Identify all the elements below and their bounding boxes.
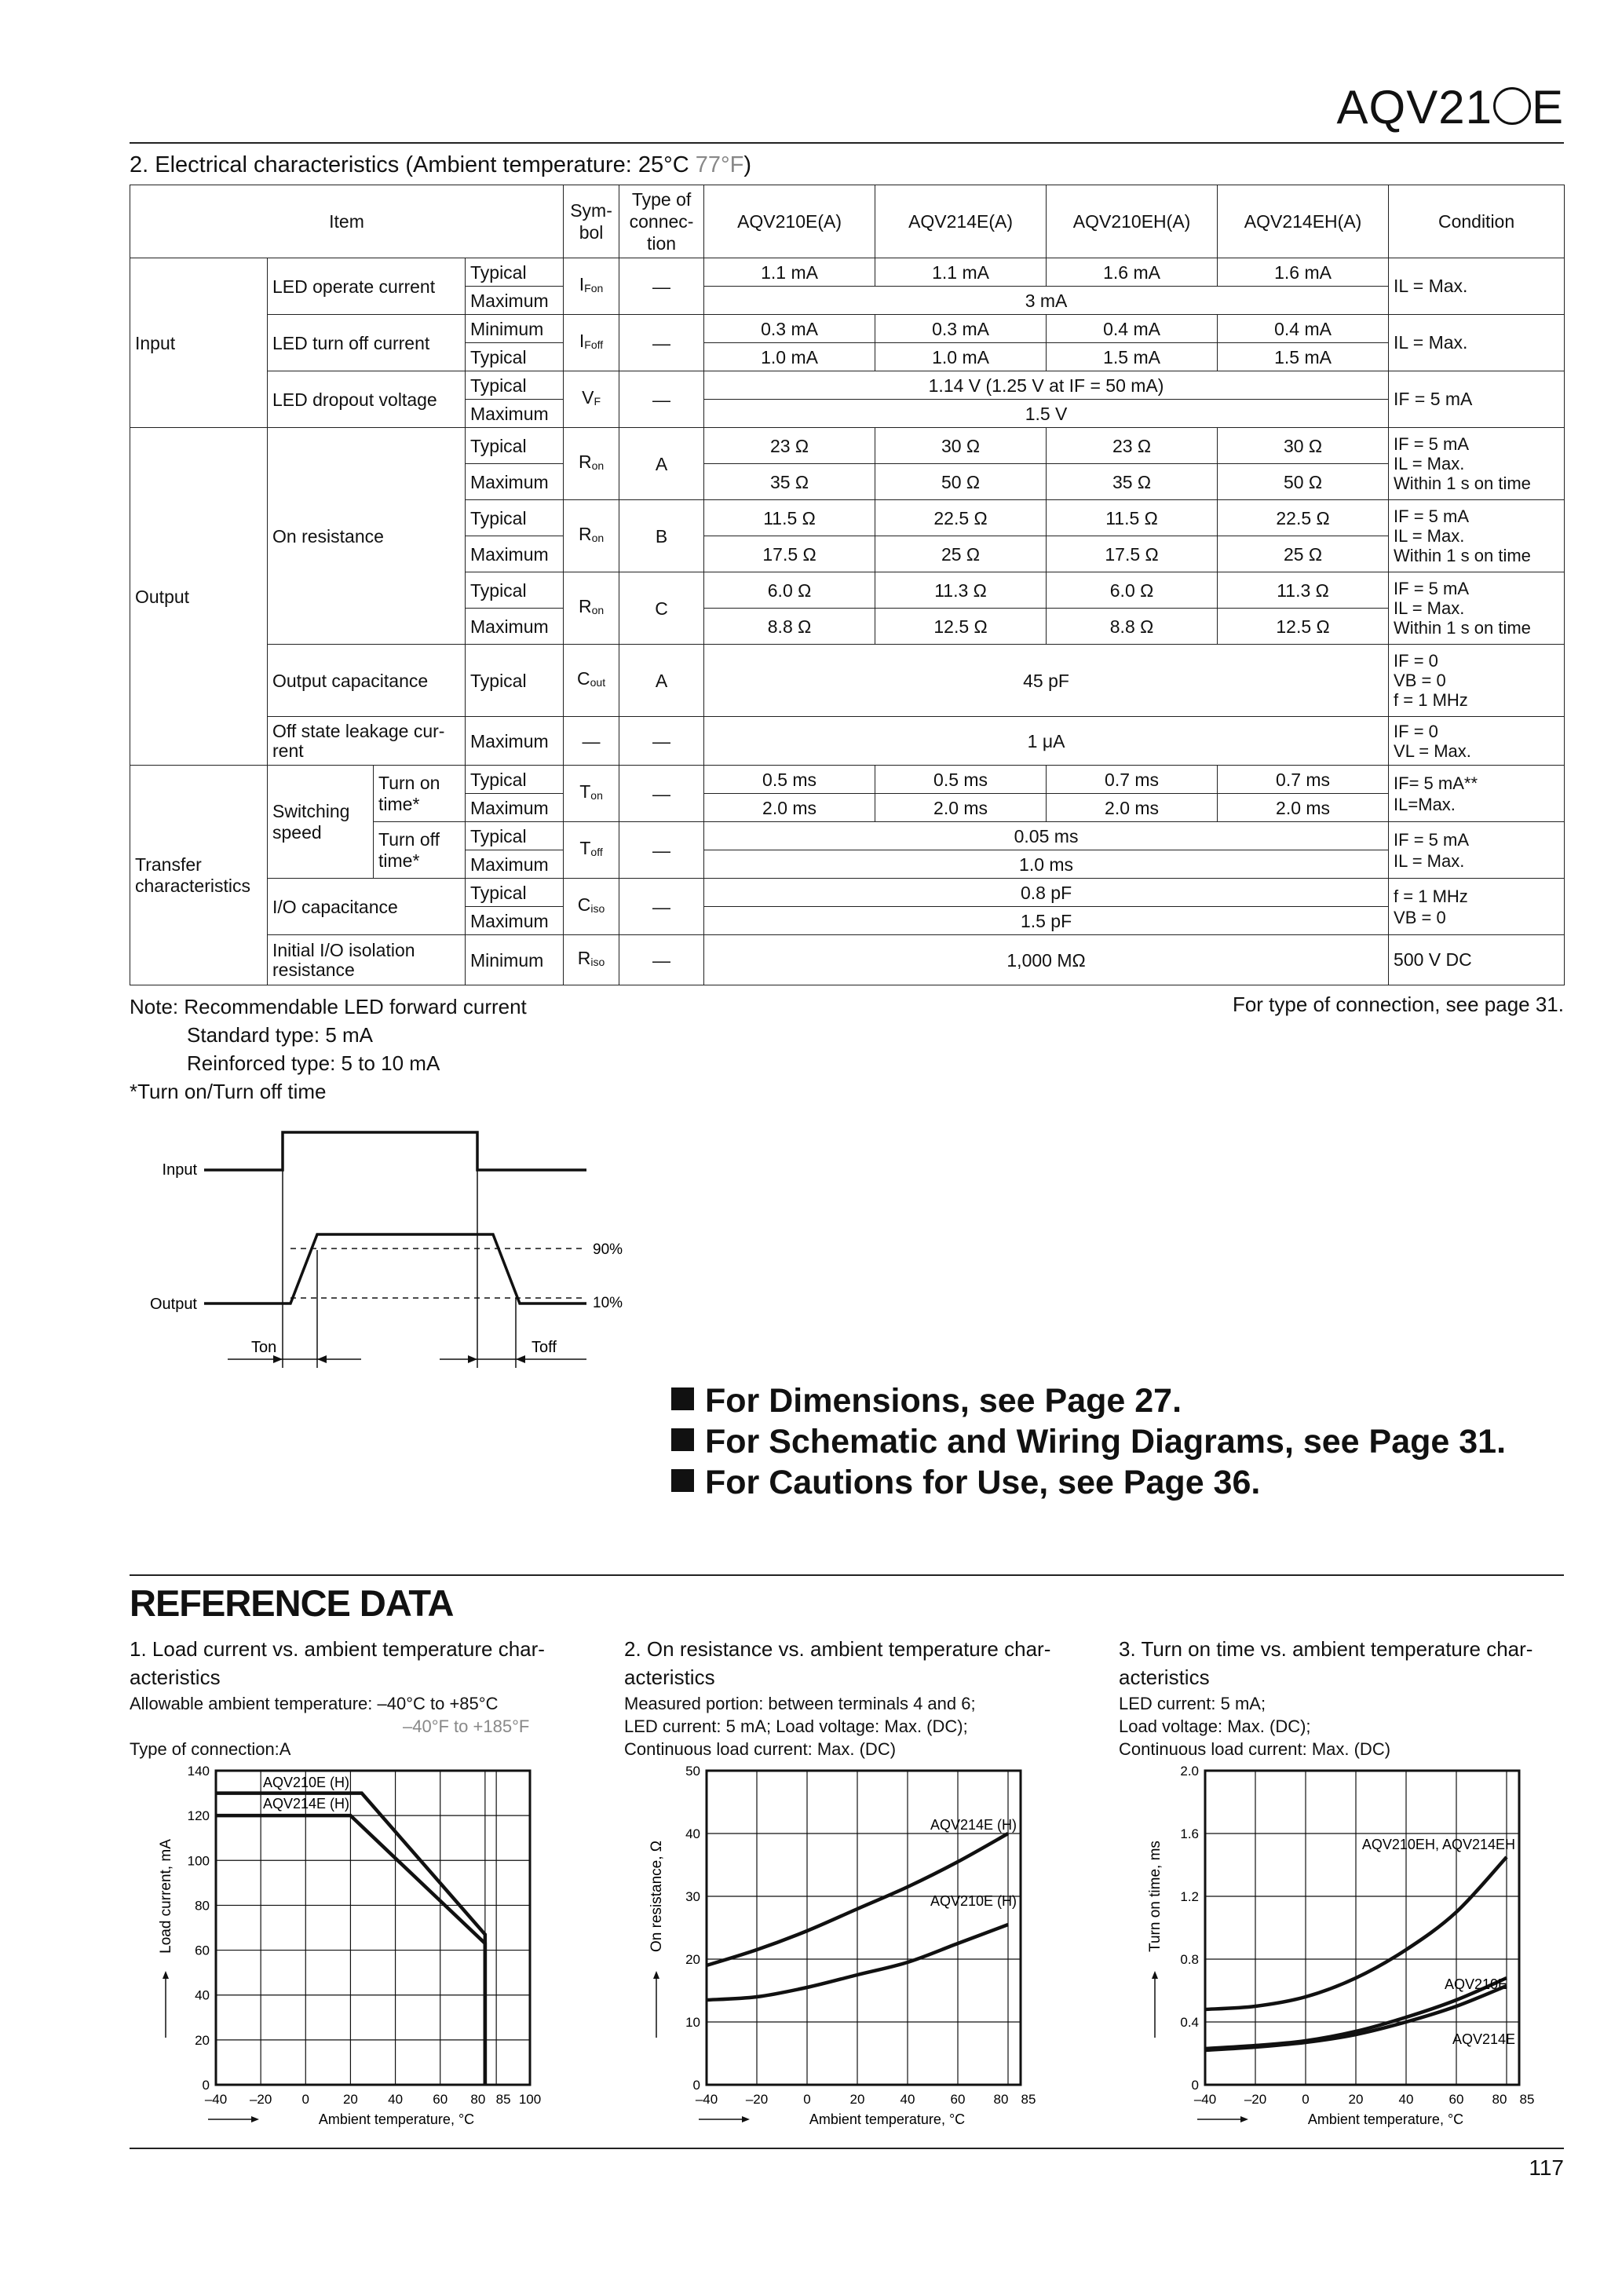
table-row: Off state leakage cur- rent Maximum — — 1 μA IF = 0 VL = Max. (130, 717, 1565, 766)
x-tick-label: –20 (1244, 2092, 1267, 2107)
square-bullet-icon (671, 1387, 694, 1410)
x-tick-label: 0 (301, 2092, 310, 2107)
legend-label: AQV210E (1444, 1976, 1507, 1992)
product-title (1337, 80, 1564, 134)
item-off-leakage: Off state leakage cur- rent (268, 717, 466, 766)
square-bullet-icon (671, 1469, 694, 1492)
header-item: Item (130, 185, 564, 258)
header-aqv214eh: AQV214EH(A) (1218, 185, 1389, 258)
on-resistance-chart (648, 1763, 1060, 2128)
y-axis-label: On resistance, Ω (648, 1841, 665, 1952)
x-tick-label: 0 (803, 2092, 811, 2107)
connection-note: For type of connection, see page 31. (1232, 993, 1564, 1016)
x-tick-label: 80 (993, 2092, 1009, 2107)
item-led-operate: LED operate current (268, 258, 466, 315)
x-tick-label: 0 (1302, 2092, 1310, 2107)
table-row: Turn off time* Typical Toff — 0.05 ms IF = 5 mA IL = Max. (130, 822, 1565, 850)
x-tick-label: 80 (470, 2092, 486, 2107)
section-title: 2. Electrical characteristics (Ambient temperature: 25°C 77°F) (130, 152, 752, 177)
page-number: 117 (1529, 2155, 1564, 2180)
table-row: I/O capacitance Typical Ciso — 0.8 pF f = 1 MHz VB = 0 (130, 879, 1565, 907)
table-row: LED turn off current Minimum IFoff — 0.3 mA 0.3 mA 0.4 mA 0.4 mA IL = Max. (130, 315, 1565, 343)
y-axis-label: Turn on time, ms (1147, 1841, 1164, 1952)
table-row: Maximum 1.5 V (130, 400, 1565, 428)
x-tick-label: 100 (518, 2092, 542, 2107)
x-tick-label: 60 (1448, 2092, 1464, 2107)
y-tick-label: 140 (187, 1764, 210, 1779)
y-tick-label: 0 (1191, 2078, 1199, 2093)
y-axis-arrow-head-icon (163, 1971, 169, 1979)
turn-on-time-chart (1146, 1763, 1554, 2128)
table-row: Initial I/O isolation resistance Minimum Riso — 1,000 MΩ 500 V DC (130, 935, 1565, 985)
dimensions-link[interactable]: For Dimensions, see Page 27. (671, 1382, 1182, 1420)
legend-label: AQV214E (H) (930, 1817, 1017, 1833)
header-aqv210eh: AQV210EH(A) (1047, 185, 1218, 258)
y-tick-label: 0 (202, 2078, 210, 2093)
square-bullet-icon (671, 1428, 694, 1451)
legend-label: AQV210E (H) (263, 1775, 350, 1790)
x-axis-arrow-head-icon (742, 2116, 750, 2122)
header-aqv214e: AQV214E(A) (875, 185, 1047, 258)
item-turn-on-time: Turn on time* (374, 766, 466, 822)
table-row: Maximum 2.0 ms 2.0 ms 2.0 ms 2.0 ms (130, 794, 1565, 822)
item-switching-speed: Switching speed (268, 766, 374, 879)
output-waveform (204, 1234, 586, 1303)
table-row: Output On resistance Typical Ron A 23 Ω 30 Ω 23 Ω 30 Ω IF = 5 mA IL = Max. Within 1 s on time (130, 428, 1565, 464)
table-row: Maximum 3 mA (130, 287, 1565, 315)
item-turn-off-time: Turn off time* (374, 822, 466, 879)
x-tick-label: 20 (342, 2092, 358, 2107)
y-axis-label: Load current, mA (158, 1839, 174, 1954)
table-row: Maximum 1.5 pF (130, 907, 1565, 935)
group-transfer: Transfer characteristics (130, 766, 268, 985)
footer-rule (130, 2148, 1564, 2149)
table-row: Transfer characteristics Switching speed Turn on time* Typical Ton — 0.5 ms 0.5 ms 0.7 ms 0.7 ms IF= 5 mA** IL=Max. (130, 766, 1565, 794)
y-tick-label: 60 (195, 1943, 210, 1958)
chart1-info: Allowable ambient temperature: –40°C to +85°C –40°F to +185°F Type of connection:A (130, 1694, 530, 1759)
table-row: Output capacitance Typical Cout A 45 pF IF = 0 VB = 0 f = 1 MHz (130, 645, 1565, 717)
table-row: Maximum 1.0 ms (130, 850, 1565, 879)
notes: Note: Recommendable LED forward current Standard type: 5 mA Reinforced type: 5 to 10 mA *Turn on/Turn off time (130, 995, 527, 1103)
timing-input-label: Input (162, 1161, 197, 1179)
cautions-link[interactable]: For Cautions for Use, see Page 36. (671, 1464, 1260, 1502)
legend-label: AQV210E (H) (930, 1893, 1017, 1909)
symbol-ifon: IFon (564, 258, 619, 315)
y-tick-label: 30 (685, 1889, 700, 1904)
table-row: Typical Ron C 6.0 Ω 11.3 Ω 6.0 Ω 11.3 Ω IF = 5 mA IL = Max. Within 1 s on time (130, 572, 1565, 609)
chart2-title: 2. On resistance vs. ambient temperature char- acteristics (624, 1637, 1051, 1689)
item-led-dropout: LED dropout voltage (268, 371, 466, 428)
header-aqv210e: AQV210E(A) (704, 185, 875, 258)
table-row: Typical 1.0 mA 1.0 mA 1.5 mA 1.5 mA (130, 343, 1565, 371)
table-row: Input LED operate current Typical IFon — 1.1 mA 1.1 mA 1.6 mA 1.6 mA IL = Max. (130, 258, 1565, 287)
x-tick-label: 60 (950, 2092, 966, 2107)
load-current-chart (153, 1763, 561, 2128)
table-header-row (130, 185, 1565, 258)
condition-led-operate: IL = Max. (1389, 258, 1565, 315)
table-row: LED dropout voltage Typical VF — 1.14 V (1.25 V at IF = 50 mA) IF = 5 mA (130, 371, 1565, 400)
legend-label: AQV214E (H) (263, 1796, 350, 1812)
header-rule (130, 142, 1564, 144)
y-tick-label: 20 (685, 1952, 700, 1967)
item-io-capacitance: I/O capacitance (268, 879, 466, 935)
x-tick-label: 85 (495, 2092, 511, 2107)
y-tick-label: 100 (187, 1853, 210, 1869)
y-tick-label: 0.4 (1180, 2015, 1199, 2030)
header-symbol: Sym- bol (564, 185, 619, 258)
legend-label: AQV210EH, AQV214EH (1361, 1837, 1515, 1852)
item-io-isolation: Initial I/O isolation resistance (268, 935, 466, 985)
symbol-vf: VF (564, 371, 619, 428)
x-tick-label: 85 (1021, 2092, 1036, 2107)
toff-label: Toff (532, 1339, 557, 1356)
reference-title: REFERENCE DATA (130, 1582, 454, 1624)
plot-frame (216, 1771, 530, 2085)
chart3-info: LED current: 5 mA; Load voltage: Max. (DC); Continuous load current: Max. (DC) (1119, 1694, 1391, 1759)
group-output: Output (130, 428, 268, 766)
item-on-resistance: On resistance (268, 428, 466, 645)
product-suffix: E (1531, 81, 1564, 133)
symbol-ifoff: IFoff (564, 315, 619, 371)
x-axis-label: Ambient temperature, °C (1307, 2111, 1464, 2127)
x-tick-label: 60 (433, 2092, 448, 2107)
x-tick-label: 20 (849, 2092, 865, 2107)
level-10-label: 10% (593, 1295, 623, 1311)
y-tick-label: 20 (195, 2032, 210, 2048)
y-tick-label: 1.6 (1180, 1826, 1199, 1841)
x-tick-label: 85 (1519, 2092, 1535, 2107)
x-axis-label: Ambient temperature, °C (809, 2111, 966, 2127)
y-tick-label: 50 (685, 1764, 700, 1779)
x-tick-label: –20 (745, 2092, 769, 2107)
y-tick-label: 0 (692, 2078, 700, 2093)
y-axis-arrow-head-icon (653, 1971, 659, 1979)
timing-output-label: Output (149, 1296, 197, 1313)
item-output-capacitance: Output capacitance (268, 645, 466, 717)
group-input: Input (130, 258, 268, 428)
header-condition: Condition (1389, 185, 1565, 258)
x-tick-label: 40 (900, 2092, 915, 2107)
input-waveform (204, 1132, 586, 1170)
x-axis-arrow-head-icon (1240, 2116, 1248, 2122)
x-tick-label: –40 (695, 2092, 718, 2107)
x-tick-label: –20 (249, 2092, 272, 2107)
y-tick-label: 1.2 (1180, 1889, 1199, 1904)
x-axis-label: Ambient temperature, °C (318, 2111, 475, 2127)
schematic-link[interactable]: For Schematic and Wiring Diagrams, see Page 31. (671, 1423, 1506, 1461)
table-row: Typical Ron B 11.5 Ω 22.5 Ω 11.5 Ω 22.5 Ω IF = 5 mA IL = Max. Within 1 s on time (130, 500, 1565, 536)
table-row: Maximum 17.5 Ω 25 Ω 17.5 Ω 25 Ω (130, 536, 1565, 572)
y-axis-arrow-head-icon (1152, 1971, 1158, 1979)
y-tick-label: 40 (685, 1826, 700, 1841)
product-model: AQV21 (1336, 81, 1492, 133)
y-tick-label: 2.0 (1180, 1764, 1199, 1779)
x-tick-label: 40 (1398, 2092, 1414, 2107)
table-row: Maximum 8.8 Ω 12.5 Ω 8.8 Ω 12.5 Ω (130, 609, 1565, 645)
level-90-label: 90% (593, 1241, 623, 1258)
item-led-turnoff: LED turn off current (268, 315, 466, 371)
x-tick-label: 20 (1348, 2092, 1364, 2107)
circle-mark-icon (1493, 87, 1531, 125)
y-tick-label: 40 (195, 1987, 210, 2003)
header-connection: Type of connec- tion (619, 185, 704, 258)
chart3-title: 3. Turn on time vs. ambient temperature char- acteristics (1119, 1637, 1533, 1689)
y-tick-label: 120 (187, 1808, 210, 1824)
ton-label: Ton (251, 1339, 277, 1356)
timing-diagram (149, 1107, 644, 1366)
x-tick-label: 40 (388, 2092, 404, 2107)
y-tick-label: 10 (685, 2015, 700, 2030)
y-tick-label: 0.8 (1180, 1952, 1199, 1967)
chart1-title: 1. Load current vs. ambient temperature char- acteristics (130, 1637, 545, 1689)
x-tick-label: –40 (204, 2092, 228, 2107)
legend-label: AQV214E (1452, 2031, 1515, 2047)
reference-rule (130, 1574, 1564, 1576)
x-axis-arrow-head-icon (251, 2116, 259, 2122)
x-tick-label: 80 (1492, 2092, 1507, 2107)
chart2-info: Measured portion: between terminals 4 and 6; LED current: 5 mA; Load voltage: Max. (DC); Continuous load current: Max. (DC) (624, 1694, 976, 1759)
table-row: Maximum 35 Ω 50 Ω 35 Ω 50 Ω (130, 464, 1565, 500)
y-tick-label: 80 (195, 1898, 210, 1914)
x-tick-label: –40 (1193, 2092, 1217, 2107)
electrical-characteristics-table (130, 185, 1565, 985)
